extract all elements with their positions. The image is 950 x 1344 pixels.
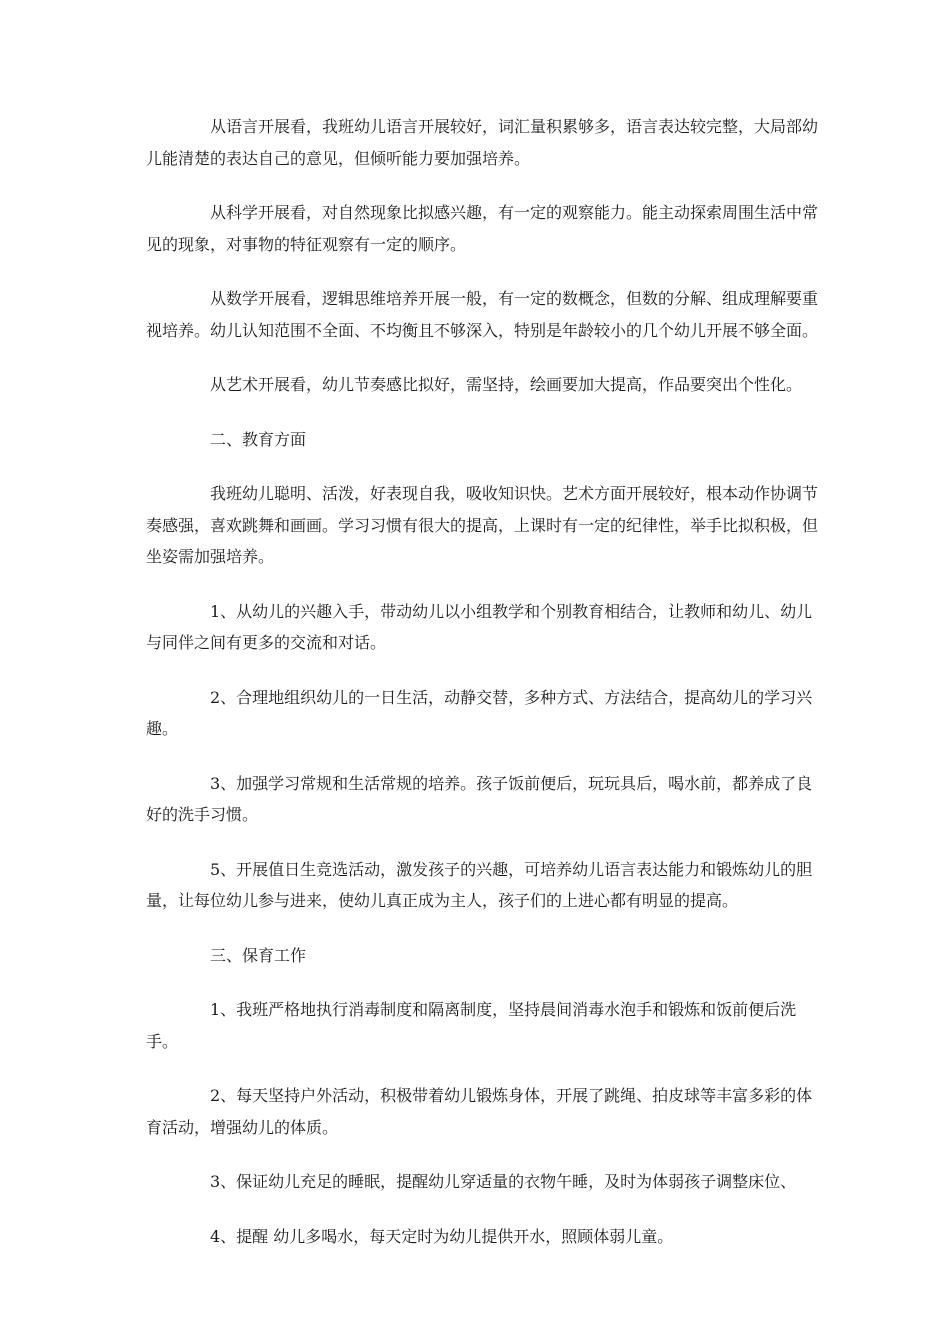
paragraph-math: 从数学开展看，逻辑思维培养开展一般，有一定的数概念，但数的分解、组成理解要重视培养。幼儿认知范围不全面、不均衡且不够深入，特别是年龄较小的几个幼儿开展不够全面。 (146, 289, 819, 340)
section-heading-education: 二、教育方面 (210, 429, 307, 449)
paragraph-science: 从科学开展看，对自然现象比拟感兴趣，有一定的观察能力。能主动探索周围生活中常见的现象，对事物的特征观察有一定的顺序。 (146, 203, 819, 254)
list-item-education-3: 3、加强学习常规和生活常规的培养。孩子饭前便后，玩玩具后，喝水前，都养成了良好的洗手习惯。 (146, 773, 813, 824)
list-item-education-5: 5、开展值日生竞选活动，激发孩子的兴趣，可培养幼儿语言表达能力和锻炼幼儿的胆量，让每位幼儿参与进来，使幼儿真正成为主人，孩子们的上进心都有明显的提高。 (146, 859, 813, 910)
paragraph-language: 从语言开展看，我班幼儿语言开展较好，词汇量积累够多，语言表达较完整，大局部幼儿能清楚的表达自己的意见，但倾听能力要加强培养。 (146, 117, 819, 168)
paragraph-class-overview: 我班幼儿聪明、活泼，好表现自我，吸收知识快。艺术方面开展较好，根本动作协调节奏感强，喜欢跳舞和画画。学习习惯有很大的提高，上课时有一定的纪律性，举手比拟积极，但坐姿需加强培养。 (146, 484, 819, 566)
paragraph-art: 从艺术开展看，幼儿节奏感比拟好，需坚持，绘画要加大提高，作品要突出个性化。 (210, 375, 803, 394)
list-item-education-1: 1、从幼儿的兴趣入手，带动幼儿以小组教学和个别教育相结合，让教师和幼儿、幼儿与同伴之间有更多的交流和对话。 (146, 601, 813, 652)
list-item-care-3: 3、保证幼儿充足的睡眠，提醒幼儿穿适量的衣物午睡，及时为体弱孩子调整床位、 (210, 1172, 797, 1191)
list-item-care-2: 2、每天坚持户外活动，积极带着幼儿锻炼身体，开展了跳绳、拍皮球等丰富多彩的体育活动，增强幼儿的体质。 (146, 1086, 813, 1137)
list-item-care-1: 1、我班严格地执行消毒制度和隔离制度，坚持晨间消毒水泡手和锻炼和饭前便后洗手。 (146, 1000, 797, 1051)
section-heading-care: 三、保育工作 (210, 945, 307, 965)
list-item-education-2: 2、合理地组织幼儿的一日生活，动静交替，多种方式、方法结合，提高幼儿的学习兴趣。 (146, 687, 813, 738)
list-item-care-4: 4、提醒 幼儿多喝水，每天定时为幼儿提供开水，照顾体弱儿童。 (210, 1226, 674, 1246)
